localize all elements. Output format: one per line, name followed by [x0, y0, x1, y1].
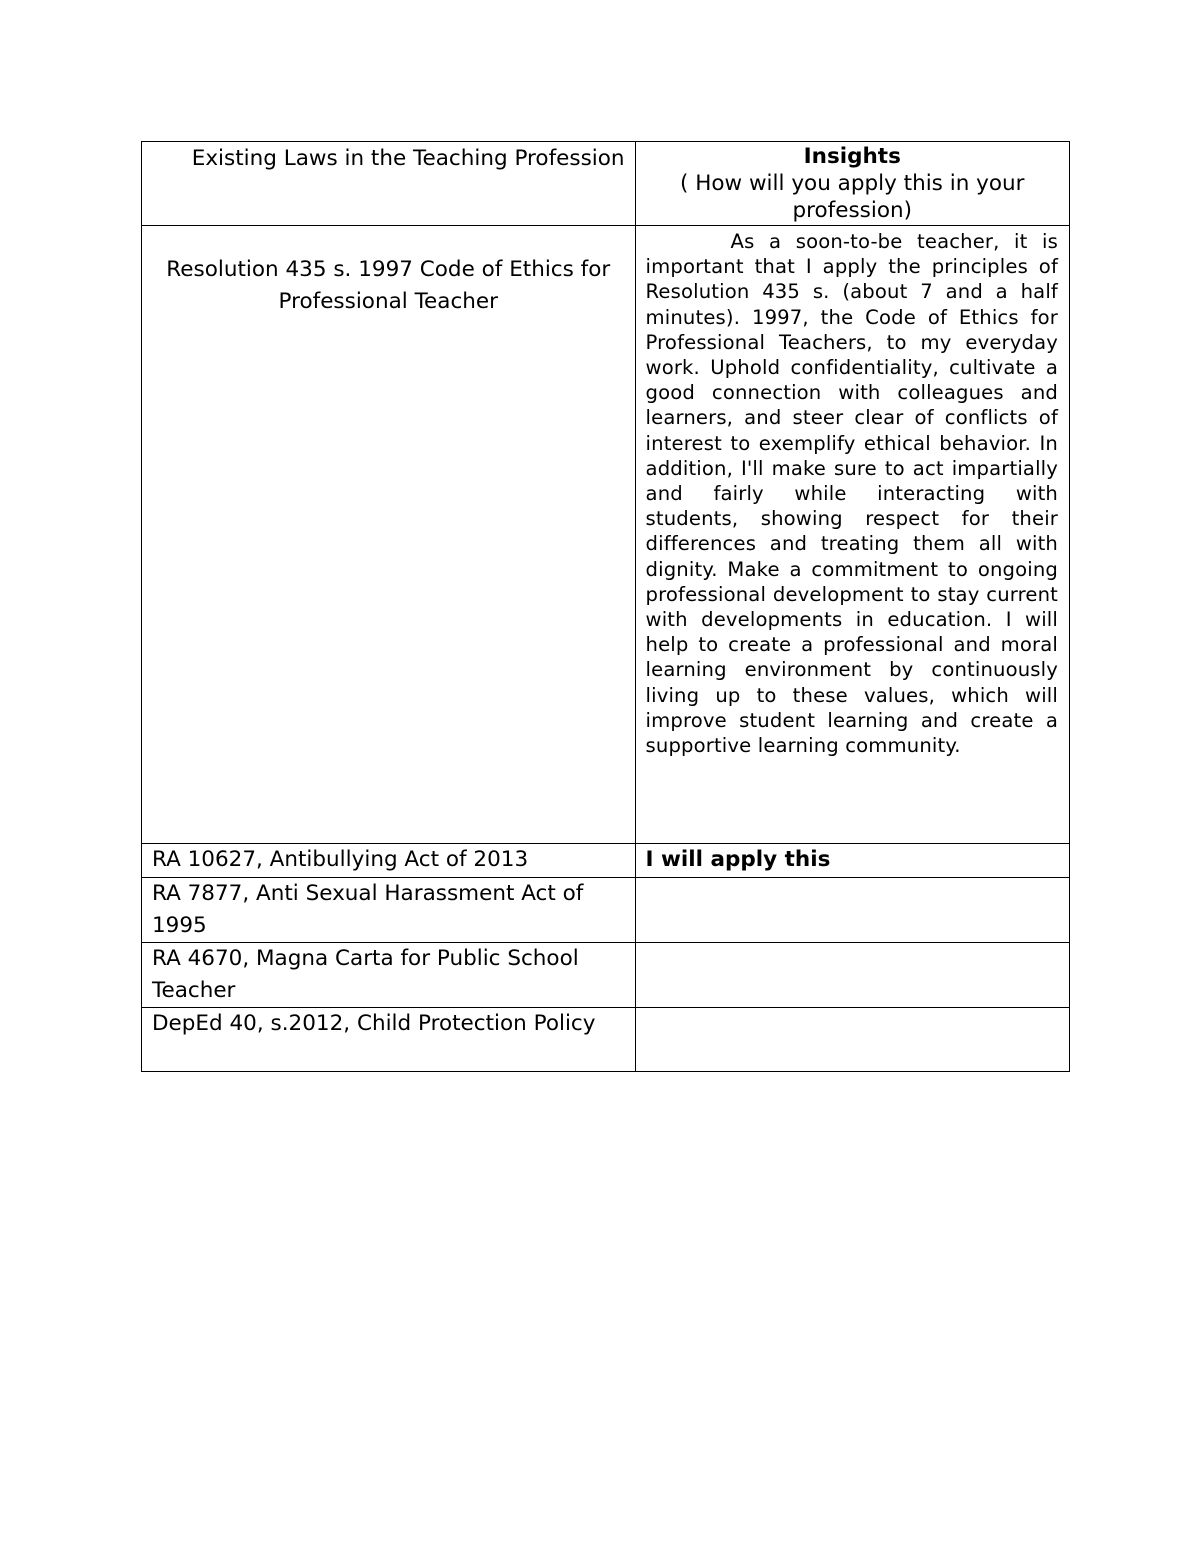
laws-heading: Existing Laws in the Teaching Profession	[191, 146, 625, 171]
table-row	[142, 1008, 1070, 1072]
law-cell	[142, 226, 636, 844]
insight-cell	[635, 943, 1069, 1008]
law-title: RA 10627, Antibullying Act of 2013	[152, 847, 529, 872]
insight-cell	[635, 1008, 1069, 1072]
law-title: RA 4670, Magna Carta for Public School Teacher	[152, 946, 579, 1003]
law-cell	[142, 878, 636, 943]
laws-insights-table	[141, 141, 1070, 1072]
table-row	[142, 878, 1070, 943]
law-title: DepEd 40, s.2012, Child Protection Policy	[152, 1011, 596, 1036]
law-cell	[142, 1008, 636, 1072]
table-row	[142, 844, 1070, 878]
table-row	[142, 226, 1070, 844]
law-cell	[142, 844, 636, 878]
insight-cell	[635, 844, 1069, 878]
table-row	[142, 943, 1070, 1008]
insight-cell	[635, 878, 1069, 943]
law-title: Resolution 435 s. 1997 Code of Ethics for Professional Teacher	[166, 257, 611, 314]
law-cell	[142, 943, 636, 1008]
law-title: RA 7877, Anti Sexual Harassment Act of 1995	[152, 881, 584, 938]
laws-heading-cell	[142, 142, 636, 226]
insights-title: Insights	[803, 144, 901, 169]
insight-text: As a soon-to-be teacher, it is important that I apply the principles of Resolution 435 s. (about 7 and a half minutes). 1997, the Code of Ethics for Professional Teachers, to my everyday work. Uphold confidentiality, cultivate a good connection with colleagues and learners, and steer clear of conflicts of interest to exemplify ethical behavior. In addition, I'll make sure to act impartially and fairly while interacting with students, showing respect for their differences and treating them all with dignity. Make a commitment to ongoing professional development to stay current with developments in education. I will help to create a professional and moral learning environment by continuously living up to these values, which will improve student learning and create a supportive learning community.	[645, 230, 1058, 758]
insights-subtitle: ( How will you apply this in your profession)	[680, 171, 1025, 223]
insight-text: I will apply this	[645, 847, 831, 872]
insight-cell	[635, 226, 1069, 844]
insights-heading-cell	[635, 142, 1069, 226]
table-header-row	[142, 142, 1070, 226]
